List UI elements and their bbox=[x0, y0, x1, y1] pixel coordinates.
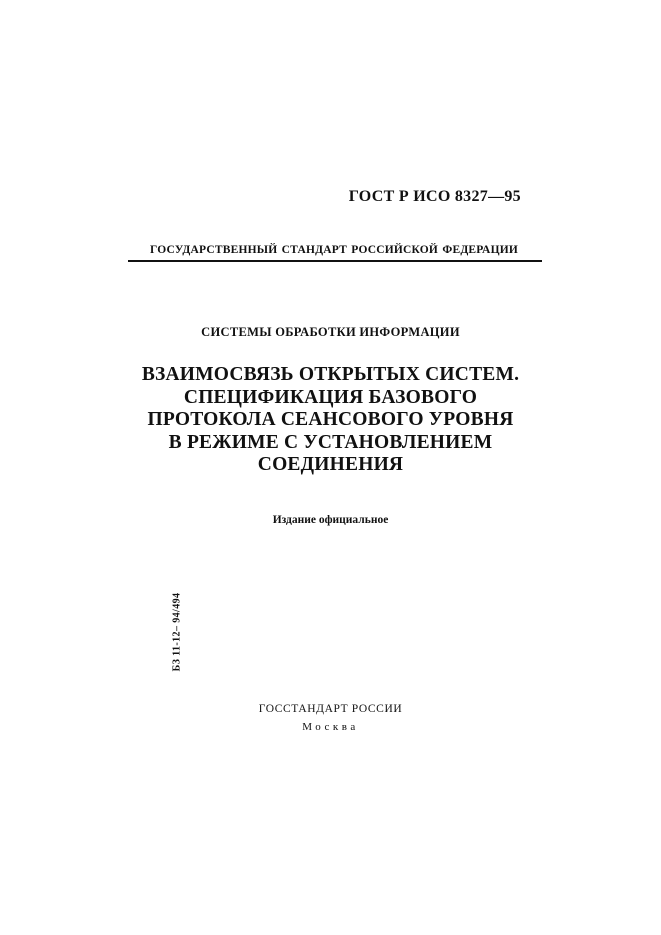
standard-header bbox=[128, 244, 542, 262]
main-title-line: СОЕДИНЕНИЯ bbox=[257, 454, 404, 475]
header-word: ФЕДЕРАЦИИ bbox=[442, 244, 518, 256]
edition-label: Издание официальное bbox=[272, 514, 389, 526]
main-title bbox=[0, 364, 661, 477]
main-title-line: ВЗАИМОСВЯЗЬ ОТКРЫТЫХ СИСТЕМ. bbox=[141, 364, 520, 385]
city: Москва bbox=[302, 721, 359, 733]
main-title-line: СПЕЦИФИКАЦИЯ БАЗОВОГО bbox=[183, 386, 478, 408]
main-title-line: ПРОТОКОЛА СЕАНСОВОГО УРОВНЯ bbox=[147, 409, 514, 430]
header-word: СТАНДАРТ bbox=[281, 244, 347, 256]
header-word: РОССИЙСКОЙ bbox=[351, 244, 439, 256]
document-number: ГОСТ Р ИСО 8327—95 bbox=[348, 188, 521, 205]
side-catalog-code: БЗ 11-12– 94/494 bbox=[171, 592, 183, 672]
standard-header-row bbox=[128, 244, 542, 256]
publisher: ГОССТАНДАРТ РОССИИ bbox=[258, 703, 403, 715]
series-title: СИСТЕМЫ ОБРАБОТКИ ИНФОРМАЦИИ bbox=[201, 325, 460, 339]
header-word: ГОСУДАРСТВЕННЫЙ bbox=[150, 244, 278, 256]
main-title-line: В РЕЖИМЕ С УСТАНОВЛЕНИЕМ bbox=[168, 431, 493, 453]
